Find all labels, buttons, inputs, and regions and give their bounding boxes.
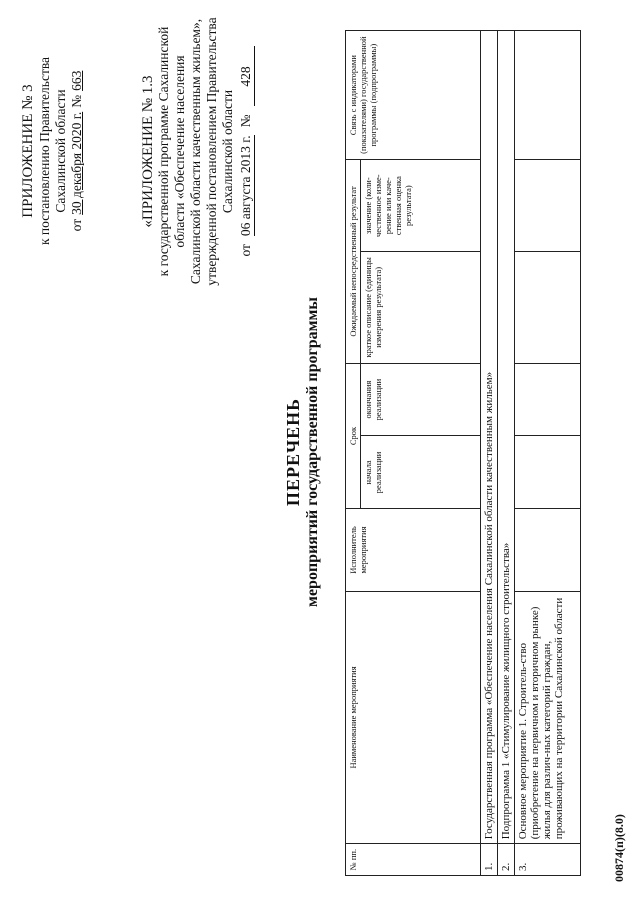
footer-code: 00874(п)(8.0) <box>612 814 626 882</box>
row-num: 3. <box>515 844 581 876</box>
annex-number: 428 <box>238 46 255 106</box>
appendix-line2: Сахалинской области <box>53 89 68 213</box>
annex-line3: Сахалинской области качественным жильем», <box>188 18 203 285</box>
appendix-date-row <box>69 6 85 296</box>
table-row <box>498 31 515 876</box>
row-text: Основное мероприятие 1. Строитель-ство (приобретение на первичном и вторичном рынке) жилья для различ-ных категорий граждан, проживающих на территории Сахалинской области <box>515 591 581 844</box>
appendix-title: ПРИЛОЖЕНИЕ № 3 <box>20 84 36 218</box>
row-text: Подпрограмма 1 «Стимулирование жилищного строительства» <box>498 31 515 844</box>
table-row <box>481 31 498 876</box>
header-result-desc: краткое описание (единицы измерения результата) <box>361 251 481 363</box>
annex-line5: Сахалинской области <box>220 89 235 214</box>
header-end: окончания реализации <box>361 363 481 436</box>
empty-cell <box>515 509 581 591</box>
header-term: Срок <box>346 363 361 509</box>
document-subtitle: мероприятий государственной программы <box>304 297 321 607</box>
empty-cell <box>515 436 581 509</box>
appendix-number: 663 <box>69 70 84 91</box>
appendix-date: 30 декабря 2020 г. <box>69 111 84 215</box>
appendix-num-label: № <box>69 94 84 108</box>
annex-date: 06 августа 2013 г. <box>238 135 253 237</box>
appendix-block <box>20 6 85 296</box>
annex-line4: утвержденной постановлением Правительства <box>204 17 219 286</box>
header-name: Наименование мероприятия <box>346 591 481 844</box>
header-result: Ожидаемый непосредственный результат <box>346 160 361 363</box>
header-executor: Исполнитель мероприятия <box>346 509 481 591</box>
header-num: № пп. <box>346 844 481 876</box>
annex-line1: к государственной программе Сахалинской <box>156 26 171 277</box>
empty-cell <box>515 363 581 436</box>
row-num: 1. <box>481 844 498 876</box>
appendix-from: от <box>69 218 84 232</box>
document-title: ПЕРЕЧЕНЬ <box>283 397 303 507</box>
empty-cell <box>515 31 581 160</box>
table-header-row <box>346 31 361 876</box>
table-row <box>515 31 581 876</box>
annex-line2: области «Обеспечение населения <box>172 55 187 248</box>
empty-cell <box>515 160 581 252</box>
measures-table <box>345 30 581 876</box>
annex-title: «ПРИЛОЖЕНИЕ № 1.3 <box>140 75 156 228</box>
annex-from: от <box>238 244 253 257</box>
annex-num-label: № <box>238 114 253 128</box>
row-text: Государственная программа «Обеспечение населения Сахалинской области качественным жильем» <box>481 31 498 844</box>
annex-date-row <box>238 4 255 299</box>
appendix-line1: к постановлению Правительства <box>37 56 52 246</box>
header-result-value: значение (коли-чественное изме-рение или каче-ственная оценка результата) <box>361 160 481 252</box>
empty-cell <box>515 251 581 363</box>
row-num: 2. <box>498 844 515 876</box>
header-link: Связь с индикаторами (показателями) государственной программы (подпрограммы) <box>346 31 481 160</box>
annex-block <box>140 4 255 299</box>
header-start: начала реализации <box>361 436 481 509</box>
